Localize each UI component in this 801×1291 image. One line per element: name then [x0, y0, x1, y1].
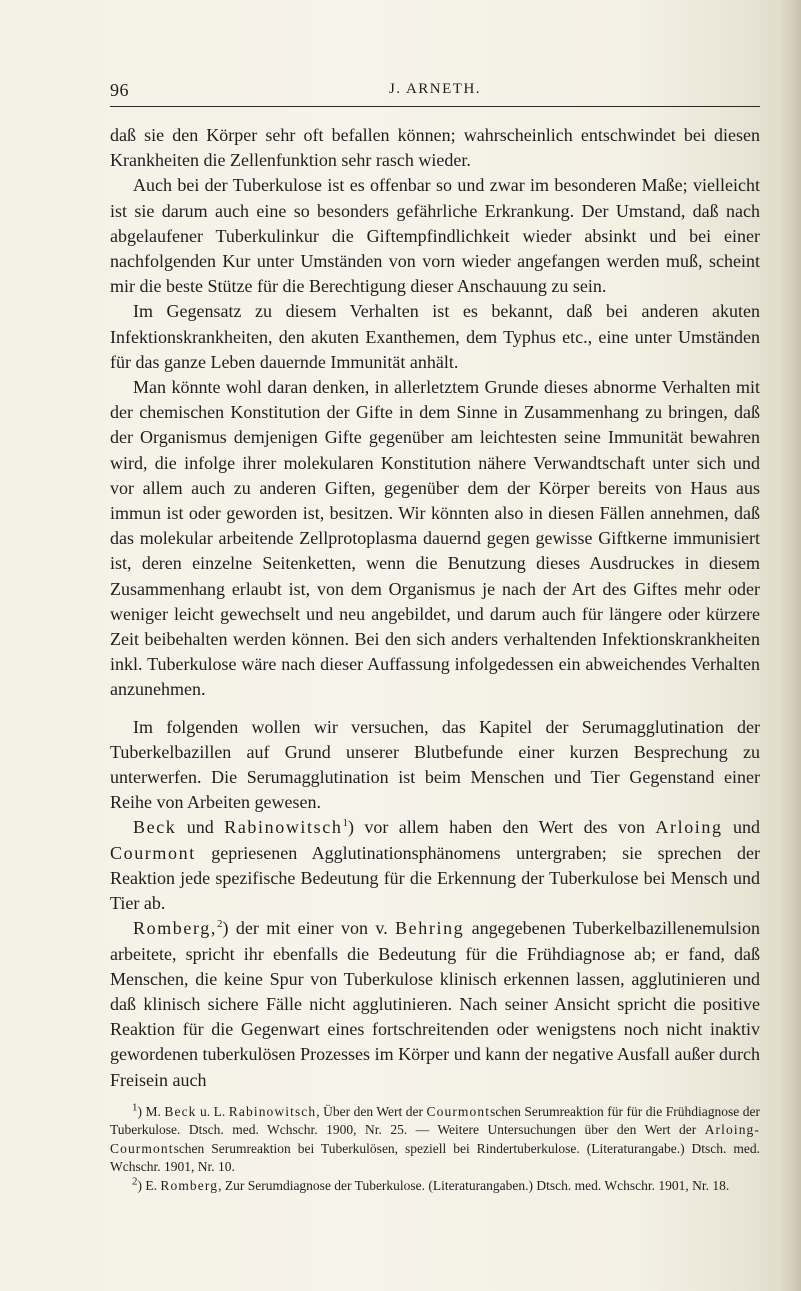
- paragraph-3: Im Gegensatz zu diesem Verhalten ist es bekannt, daß bei anderen akuten Infektionskrankheiten, den akuten Exanthemen, dem Typhus etc., eine unter Umständen für das ganze Leben dauernde Immunität anhält.: [110, 301, 760, 372]
- author-name: Arloing: [655, 817, 723, 838]
- author-name: Courmont: [110, 842, 196, 863]
- paragraph-5: Im folgenden wollen wir versuchen, das Kapitel der Serumagglutination der Tuberkelbazillen auf Grund unserer Blutbefunde einer kurzen Besprechung zu unterwerfen. Die Serumagglutination ist beim Menschen und Tier Gegenstand einer Reihe von Arbeiten gewesen.: [110, 716, 760, 813]
- paragraph-7: Romberg,$^2$) der mit einer von v. Behring angegebenen Tuberkelbazillenemulsion arbeitete, spricht ihr ebenfalls die Bedeutung für die Frühdiagnose ab; er fand, daß Menschen, die keine Spur von Tuberkulose klinisch erkennen lassen, agglutinieren und daß klinisch sichere Fälle nicht agglutinieren. Nach seiner Ansicht spricht die positive Reaktion für die Gegenwart eines fortschreitenden oder wenigstens noch nicht inaktiv gewordenen tuberkulösen Prozesses im Körper und kann der negative Ausfall außer durch Freisein auch: [110, 918, 760, 1090]
- author-name: Romberg,: [133, 918, 217, 939]
- author-name: Beck: [133, 817, 177, 838]
- footnote-marker: 1: [132, 1101, 138, 1114]
- book-page: [110, 80, 760, 1195]
- running-head: [110, 80, 760, 107]
- paragraph-4: Man könnte wohl daran denken, in allerletztem Grunde dieses abnorme Verhalten mit der chemischen Konstitution der Gifte in dem Sinne in Zusammenhang zu bringen, daß der Organismus demjenigen Gifte gegenüber am leichtesten seine Immunität bewahren wird, die infolge ihrer molekularen Konstitution nähere Verwandtschaft unter sich und vor allem auch zu anderen Giften, gegenüber dem der Körper bereits von Haus aus immun ist oder geworden ist, besitzen. Wir könnten also in diesen Fällen annehmen, daß das molekular arbeitende Zellprotoplasma dauernd gegen gewisse Giftkerne immunisiert ist, deren einzelne Seitenketten, wenn die Benutzung dieses Ausdruckes in diesem Zusammenhang erlaubt ist, von dem Organismus je nach der Art des Giftes mehr oder weniger leicht gewechselt und neu angebildet, und darum auch für längere oder kürzere Zeit beibehalten werden können. Bei den sich anders verhaltenden Infektionskrankheiten inkl. Tuberkulose wäre nach dieser Auffassung infolgedessen ein abweichendes Verhalten anzunehmen.: [110, 377, 760, 700]
- body-text: [110, 123, 760, 1093]
- author-name: Rabinowitsch: [228, 1103, 317, 1119]
- paragraph-2: Auch bei der Tuberkulose ist es offenbar so und zwar im besonderen Maße; vielleicht ist sie darum auch eine so besonders gefährliche Erkrankung. Der Umstand, daß nach abgelaufener Tuberkulinkur die Giftempfindlichkeit wieder absinkt und bei einer nachfolgenden Kur unter Umständen von vorn wieder angefangen werden muß, scheint mir die beste Stütze für die Berechtigung dieser Anschauung zu sein.: [110, 175, 760, 297]
- author-name: Courmont: [426, 1103, 491, 1119]
- running-title: J. ARNETH.: [388, 81, 482, 97]
- footnote-2: $^2$) E. Romberg, Zur Serumdiagnose der Tuberkulose. (Literaturangaben.) Dtsch. med. Wchschr. 1901, Nr. 18.: [132, 1175, 730, 1193]
- page-number: 96: [110, 80, 129, 100]
- author-name: Beck: [164, 1103, 197, 1119]
- footnote-1: $^1$) M. Beck u. L. Rabinowitsch, Über den Wert der Courmontschen Serumreaktion für für die Frühdiagnose der Tuberkulose. Dtsch. med. Wchschr. 1900, Nr. 25. — Weitere Untersuchungen über den Wert der Arloing-Courmontschen Serumreaktion bei Tuberkulösen, speziell bei Rindertuberkulose. (Literaturangabe.) Dtsch. med. Wchschr. 1901, Nr. 10.: [110, 1101, 761, 1175]
- footnotes: [110, 1103, 760, 1196]
- paragraph-6: Beck und Rabinowitsch$^1$) vor allem haben den Wert des von Arloing und Courmont gepriesenen Agglutinationsphänomens untergraben; sie sprechen der Reaktion jede spezifische Bedeutung für die Erkennung der Tuberkulose bei Mensch und Tier ab.: [110, 817, 761, 914]
- author-name: Arloing-Courmont: [110, 1122, 760, 1156]
- page-edge-shadow: [779, 0, 801, 1291]
- paragraph-1: daß sie den Körper sehr oft befallen können; wahrscheinlich entschwindet bei diesen Krankheiten die Zellenfunktion sehr rasch wieder.: [110, 125, 760, 171]
- author-name: Behring: [395, 918, 465, 939]
- footnote-marker: 2: [132, 1175, 138, 1188]
- author-name: Rabinowitsch: [224, 817, 343, 838]
- author-name: Romberg: [160, 1177, 219, 1193]
- footnote-ref-2[interactable]: 2: [216, 918, 223, 931]
- footnote-ref-1[interactable]: 1: [342, 817, 348, 830]
